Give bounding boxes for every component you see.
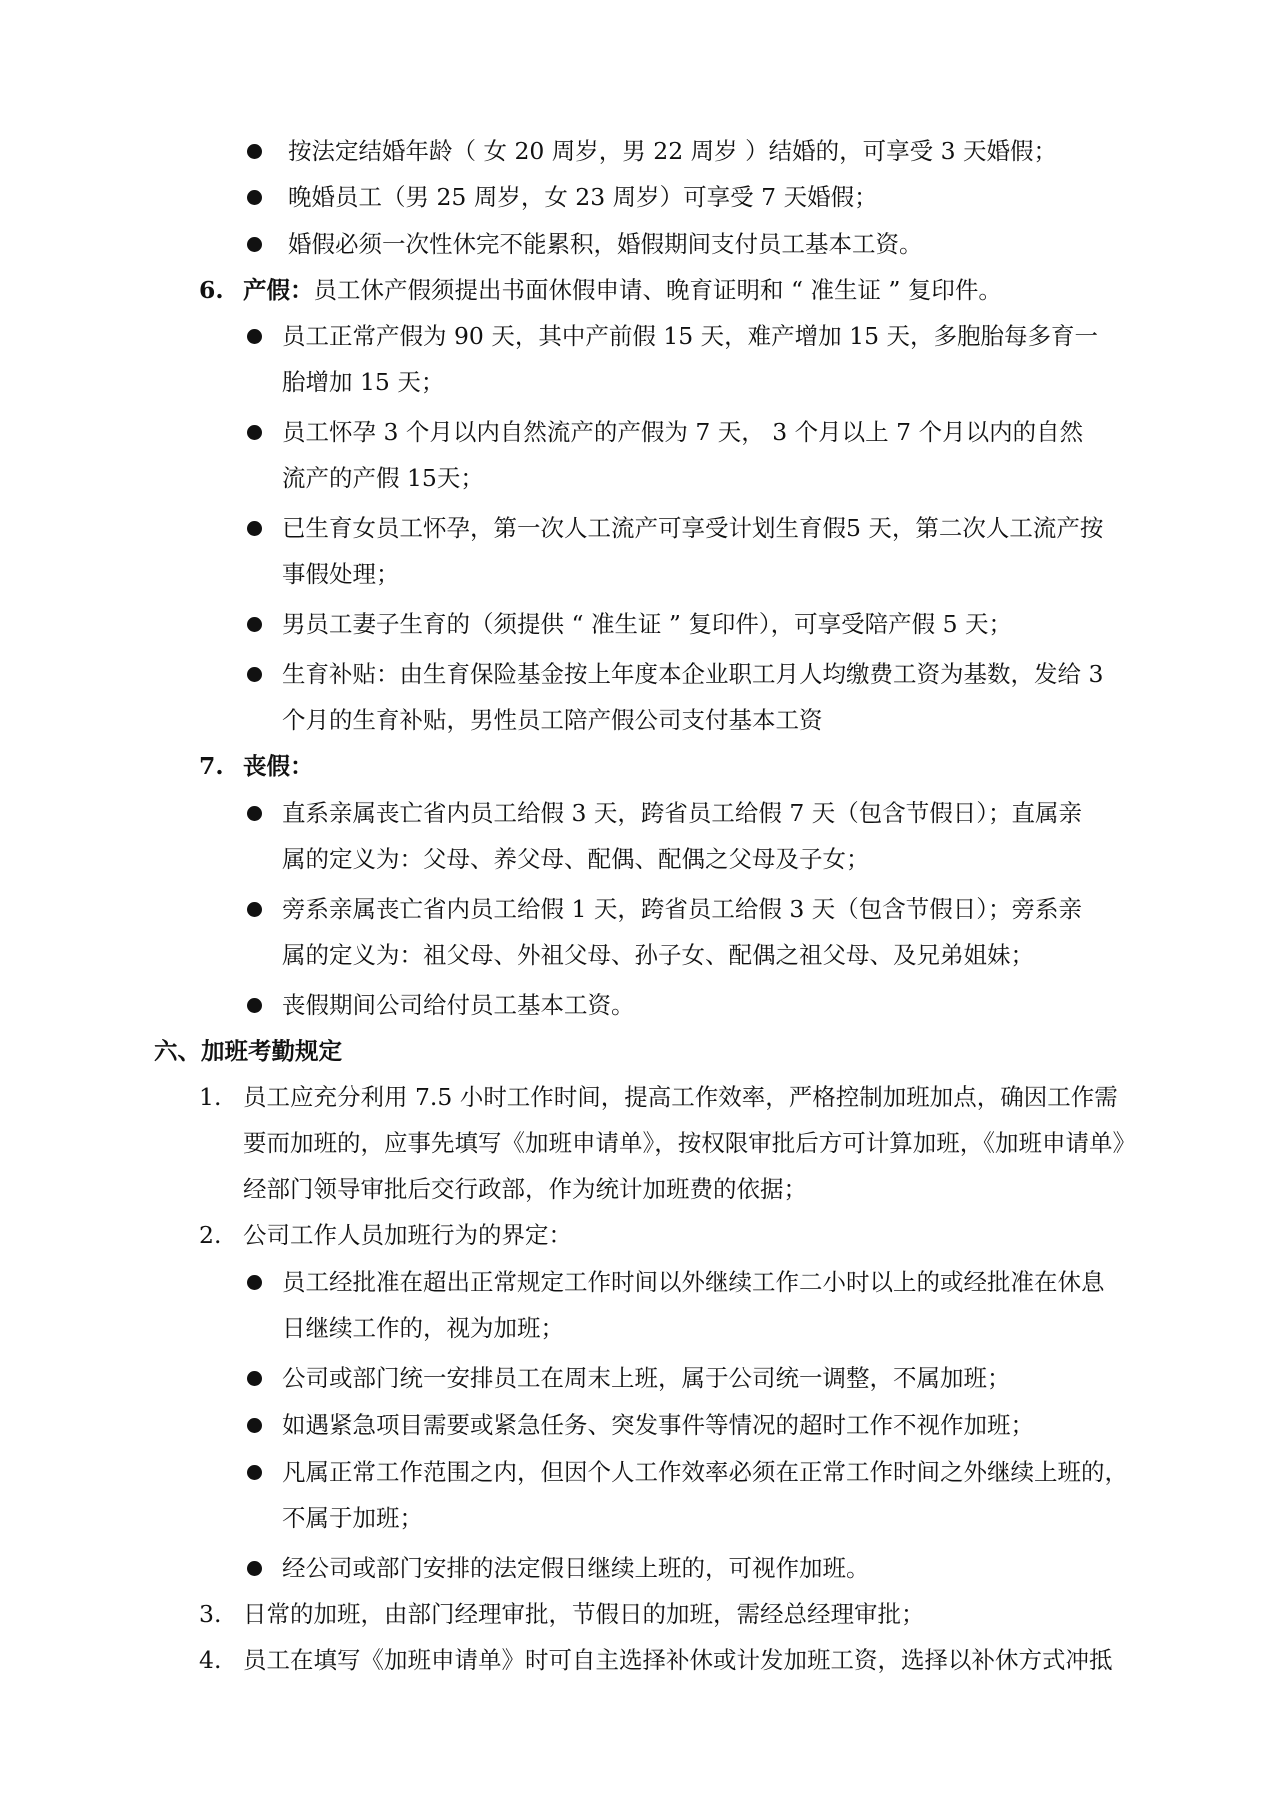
overtime-bullet-4-line-1: 凡属正常工作范围之内，但因个人工作效率必须在正常工作时间之外继续上班的， — [282, 1458, 1128, 1486]
marriage-leave-bullet-3: 婚假必须一次性休完不能累积，婚假期间支付员工基本工资。 — [288, 230, 923, 258]
bereavement-bullet-3-line-1: 丧假期间公司给付员工基本工资。 — [282, 991, 635, 1019]
bullet-icon — [247, 521, 262, 536]
overtime-bullet-3-line-1: 如遇紧急项目需要或紧急任务、突发事件等情况的超时工作不视作加班； — [282, 1411, 1034, 1439]
bullet-icon — [247, 144, 262, 159]
bullet-icon — [247, 425, 262, 440]
bullet-icon — [247, 1371, 262, 1386]
bullet-icon — [247, 1561, 262, 1576]
overtime-heading: 六、加班考勤规定 — [154, 1037, 342, 1065]
bullet-icon — [247, 1418, 262, 1433]
bullet-icon — [247, 667, 262, 682]
overtime-item-2-number: 2. — [199, 1221, 222, 1249]
maternity-bullet-1-line-1: 员工正常产假为 90 天，其中产前假 15 天，难产增加 15 天，多胞胎每多育一 — [282, 322, 1099, 350]
bereavement-bullet-2-line-2: 属的定义为：祖父母、外祖父母、孙子女、配偶之祖父母、及兄弟姐妹； — [282, 941, 1034, 969]
bereavement-bullet-2-line-1: 旁系亲属丧亡省内员工给假 1 天，跨省员工给假 3 天（包含节假日）；旁系亲 — [282, 895, 1083, 923]
marriage-leave-bullet-2: 晚婚员工（男 25 周岁，女 23 周岁）可享受 7 天婚假； — [288, 183, 878, 211]
overtime-item-2-line-1 — [199, 1220, 572, 1250]
bullet-icon — [247, 998, 262, 1013]
overtime-bullet-1-line-2: 日继续工作的，视为加班； — [282, 1314, 564, 1342]
maternity-leave-intro: 员工休产假须提出书面休假申请、晚育证明和 “ 准生证 ” 复印件。 — [313, 276, 1002, 304]
bullet-icon — [247, 617, 262, 632]
bullet-icon — [247, 329, 262, 344]
overtime-item-1-text: 员工应充分利用 7.5 小时工作时间，提高工作效率，严格控制加班加点，确因工作需 — [243, 1083, 1118, 1111]
overtime-item-1-line-1 — [199, 1082, 1118, 1112]
maternity-bullet-2-line-1: 员工怀孕 3 个月以内自然流产的产假为 7 天， 3 个月以上 7 个月以内的自然 — [282, 418, 1084, 446]
overtime-item-1-number: 1. — [199, 1083, 222, 1111]
bereavement-leave-number: 7. — [199, 752, 224, 780]
maternity-bullet-3-line-1: 已生育女员工怀孕，第一次人工流产可享受计划生育假5 天，第二次人工流产按 — [282, 514, 1104, 542]
bullet-icon — [247, 806, 262, 821]
bullet-icon — [247, 190, 262, 205]
bereavement-bullet-1-line-2: 属的定义为：父母、养父母、配偶、配偶之父母及子女； — [282, 845, 870, 873]
maternity-bullet-4-line-1: 男员工妻子生育的（须提供 “ 准生证 ” 复印件），可享受陪产假 5 天； — [282, 610, 1013, 638]
overtime-item-4-text: 员工在填写《加班申请单》时可自主选择补休或计发加班工资，选择以补休方式冲抵 — [243, 1646, 1113, 1674]
maternity-bullet-3-line-2: 事假处理； — [282, 560, 400, 588]
overtime-item-3-text: 日常的加班，由部门经理审批，节假日的加班，需经总经理审批； — [243, 1600, 925, 1628]
maternity-bullet-2-line-2: 流产的产假 15天； — [282, 464, 484, 492]
overtime-bullet-1-line-1: 员工经批准在超出正常规定工作时间以外继续工作二小时以上的或经批准在休息 — [282, 1268, 1105, 1296]
overtime-item-2-text: 公司工作人员加班行为的界定： — [243, 1221, 572, 1249]
marriage-leave-bullet-1: 按法定结婚年龄（ 女 20 周岁，男 22 周岁 ）结婚的，可享受 3 天婚假； — [288, 137, 1058, 165]
maternity-leave-number: 6. — [199, 276, 224, 304]
maternity-leave-item — [199, 275, 1002, 305]
bullet-icon — [247, 902, 262, 917]
bereavement-bullet-1-line-1: 直系亲属丧亡省内员工给假 3 天，跨省员工给假 7 天（包含节假日）；直属亲 — [282, 799, 1083, 827]
maternity-bullet-1-line-2: 胎增加 15 天； — [282, 368, 445, 396]
overtime-bullet-5-line-1: 经公司或部门安排的法定假日继续上班的，可视作加班。 — [282, 1554, 870, 1582]
bullet-icon — [247, 237, 262, 252]
bereavement-leave-title: 丧假： — [243, 752, 314, 780]
bereavement-leave-item — [199, 751, 314, 781]
overtime-item-1-line-3: 经部门领导审批后交行政部，作为统计加班费的依据； — [243, 1175, 807, 1203]
maternity-bullet-5-line-1: 生育补贴：由生育保险基金按上年度本企业职工月人均缴费工资为基数，发给 3 — [282, 660, 1104, 688]
overtime-item-3-line-1 — [199, 1599, 925, 1629]
overtime-bullet-2-line-1: 公司或部门统一安排员工在周末上班，属于公司统一调整，不属加班； — [282, 1364, 1011, 1392]
bullet-icon — [247, 1465, 262, 1480]
overtime-item-4-number: 4. — [199, 1646, 222, 1674]
overtime-item-1-line-2: 要而加班的，应事先填写《加班申请单》，按权限审批后方可计算加班，《加班申请单》 — [243, 1129, 1136, 1157]
maternity-leave-title: 产假： — [243, 276, 314, 304]
overtime-item-3-number: 3. — [199, 1600, 222, 1628]
maternity-bullet-5-line-2: 个月的生育补贴，男性员工陪产假公司支付基本工资 — [282, 706, 823, 734]
overtime-item-4-line-1 — [199, 1645, 1113, 1675]
bullet-icon — [247, 1275, 262, 1290]
overtime-bullet-4-line-2: 不属于加班； — [282, 1504, 423, 1532]
